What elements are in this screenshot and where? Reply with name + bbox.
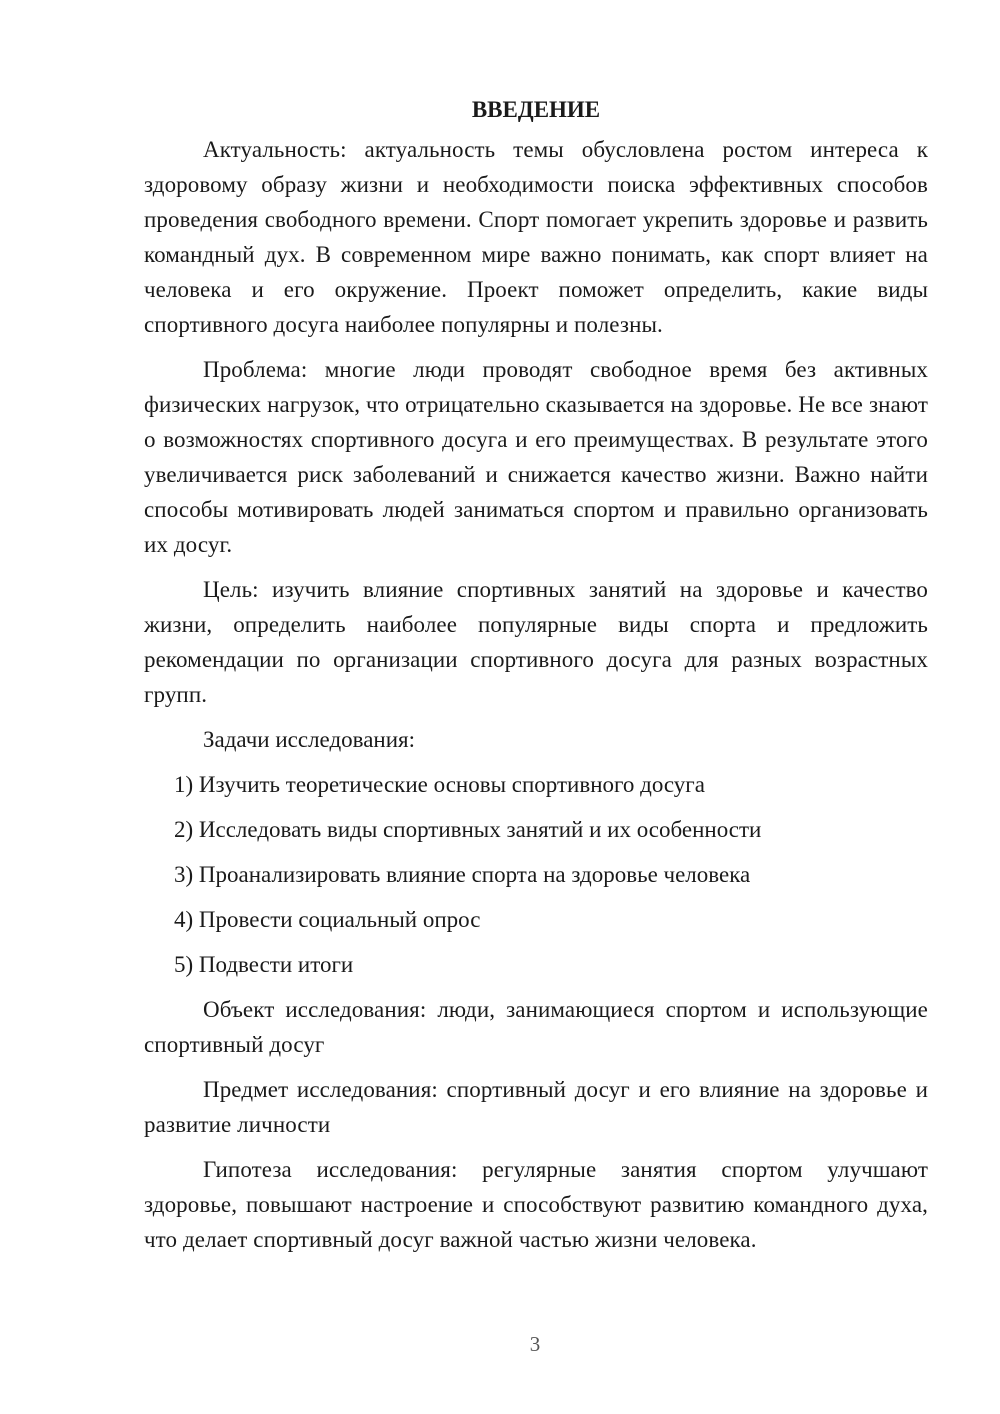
task-item-3: 3) Проанализировать влияние спорта на здоровье человека xyxy=(174,862,751,887)
relevance-paragraph: Актуальность: актуальность темы обусловлена ростом интереса к здоровому образу жизни и необходимости поиска эффективных способов проведения свободного времени. Спорт помогает укрепить здоровье и развить командный дух. В современном мире важно понимать, как спорт влияет на человека и его окружение. Проект поможет определить, какие виды спортивного досуга наиболее популярны и полезны. xyxy=(144,137,928,337)
subject-paragraph: Предмет исследования: спортивный досуг и его влияние на здоровье и развитие личности xyxy=(144,1077,928,1137)
tasks-heading: Задачи исследования: xyxy=(203,727,416,752)
task-item-1: 1) Изучить теоретические основы спортивного досуга xyxy=(174,772,705,797)
task-item-5: 5) Подвести итоги xyxy=(174,952,354,977)
tasks-list xyxy=(144,767,928,982)
document-page xyxy=(144,92,928,1257)
object-paragraph: Объект исследования: люди, занимающиеся спортом и использующие спортивный досуг xyxy=(144,997,928,1057)
problem-paragraph: Проблема: многие люди проводят свободное время без активных физических нагрузок, что отрицательно сказывается на здоровье. Не все знают о возможностях спортивного досуга и его преимуществах. В результате этого увеличивается риск заболеваний и снижается качество жизни. Важно найти способы мотивировать людей заниматься спортом и правильно организовать их досуг. xyxy=(144,357,928,557)
hypothesis-paragraph: Гипотеза исследования: регулярные занятия спортом улучшают здоровье, повышают настроение и способствуют развитию командного духа, что делает спортивный досуг важной частью жизни человека. xyxy=(144,1157,928,1252)
task-item-2: 2) Исследовать виды спортивных занятий и их особенности xyxy=(174,817,762,842)
page-title: ВВЕДЕНИЕ xyxy=(471,97,601,122)
goal-paragraph: Цель: изучить влияние спортивных занятий на здоровье и качество жизни, определить наиболее популярные виды спорта и предложить рекомендации по организации спортивного досуга для разных возрастных групп. xyxy=(144,577,928,707)
page-number: 3 xyxy=(529,1332,541,1356)
task-item-4: 4) Провести социальный опрос xyxy=(174,907,481,932)
